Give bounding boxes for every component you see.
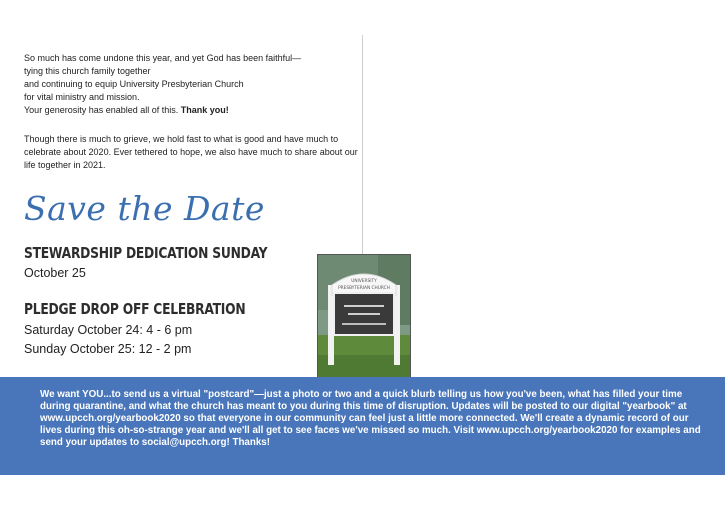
banner-text: We want YOU...to send us a virtual "postcard"—just a photo or two and a quick blurb telling us how you've been, what has filled your time during quarantine, and what the church has meant to you during this time of disruption. Updates will be posted to our digital "yearbook" at www.upcch.org/yearbook2020 so that everyone in our community can feel just a little more connected. We'll create a dynamic record of our lives during this oh-so-strange year and we'll all get to see faces we've missed so much. Visit www.upcch.org/yearbook2020 for examples and send your updates to social@upcch.org! Thanks! [40, 389, 701, 448]
sign-line-1: UNIVERSITY [351, 279, 377, 284]
church-sign-photo [317, 254, 411, 387]
pledge-time-sunday: Sunday October 25: 12 - 2 pm [24, 342, 192, 356]
intro-line: So much has come undone this year, and yet God has been faithful— [24, 53, 302, 63]
pledge-title: PLEDGE DROP OFF CELEBRATION [24, 300, 246, 318]
stewardship-date: October 25 [24, 266, 86, 280]
intro-line: for vital ministry and mission. [24, 92, 140, 102]
save-the-date-heading: Save the Date [24, 189, 265, 228]
intro-thanks-text: Your generosity has enabled all of this. [24, 105, 181, 115]
intro-text [24, 52, 359, 117]
intro-thanks-line [24, 104, 359, 117]
pledge-time-saturday: Saturday October 24: 4 - 6 pm [24, 323, 193, 337]
postcard-banner [0, 377, 725, 475]
celebrate-paragraph: Though there is much to grieve, we hold fast to what is good and have much to celebrate about 2020. Ever tethered to hope, we also have much to share about our life together in 2021. [24, 134, 358, 170]
intro-line: tying this church family together [24, 66, 151, 76]
intro-line: and continuing to equip University Presbyterian Church [24, 79, 244, 89]
sign-line-2: PRESBYTERIAN CHURCH [338, 286, 390, 291]
thank-you-text: Thank you! [180, 105, 229, 115]
stewardship-title: STEWARDSHIP DEDICATION SUNDAY [24, 244, 268, 262]
